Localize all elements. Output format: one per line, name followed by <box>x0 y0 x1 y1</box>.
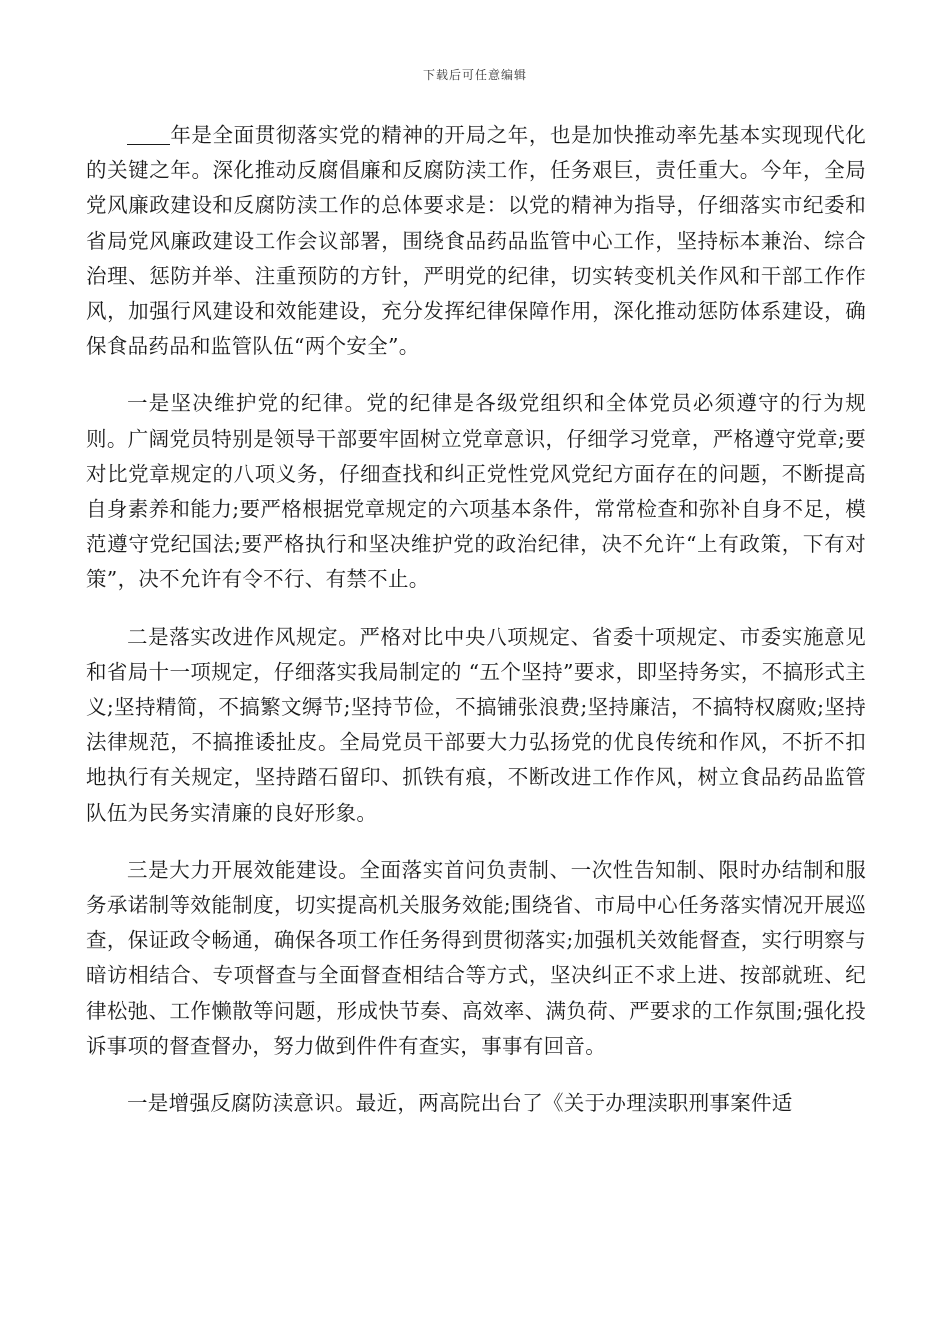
paragraph-intro <box>86 118 866 364</box>
paragraph-intro-text: 年是全面贯彻落实党的精神的开局之年，也是加快推动率先基本实现现代化的关键之年。深化推动反腐倡廉和反腐防渎工作，任务艰巨，责任重大。今年，全局党风廉政建设和反腐防渎工作的总体要求是：以党的精神为指导，仔细落实市纪委和省局党风廉政建设工作会议部署，围绕食品药品监管中心工作，坚持标本兼治、综合治理、惩防并举、注重预防的方针，严明党的纪律，切实转变机关作风和干部工作作风，加强行风建设和效能建设，充分发挥纪律保障作用，深化推动惩防体系建设，确保食品药品和监管队伍“两个安全”。 <box>86 123 866 359</box>
paragraph-point-1: 一是坚决维护党的纪律。党的纪律是各级党组织和全体党员必须遵守的行为规则。广阔党员特别是领导干部要牢固树立党章意识，仔细学习党章，严格遵守党章;要对比党章规定的八项义务，仔细查找和纠正党性党风党纪方面存在的问题，不断提高自身素养和能力;要严格根据党章规定的六项基本条件，常常检查和弥补自身不足，模范遵守党纪国法;要严格执行和坚决维护党的政治纪律，决不允许“上有政策，下有对策”，决不允许有令不行、有禁不止。 <box>86 391 866 592</box>
page-header: 下载后可任意编辑 <box>422 68 527 82</box>
document-body <box>86 118 866 1121</box>
paragraph-point-2: 二是落实改进作风规定。严格对比中央八项规定、省委十项规定、市委实施意见和省局十一项规定，仔细落实我局制定的 “五个坚持”要求，即坚持务实，不搞形式主义;坚持精简，不搞繁文缛节;坚持节俭，不搞铺张浪费;坚持廉洁，不搞特权腐败;坚持法律规范，不搞推诿扯皮。全局党员干部要大力弘扬党的优良传统和作风，不折不扣地执行有关规定，坚持踏石留印、抓铁有痕，不断改进工作作风，树立食品药品监管队伍为民务实清廉的良好形象。 <box>86 624 866 825</box>
paragraph-point-3: 三是大力开展效能建设。全面落实首问负责制、一次性告知制、限时办结制和服务承诺制等效能制度，切实提高机关服务效能;围绕省、市局中心任务落实情况开展巡查，保证政令畅通，确保各项工作任务得到贯彻落实;加强机关效能督查，实行明察与暗访相结合、专项督查与全面督查相结合等方式，坚决纠正不求上进、按部就班、纪律松弛、工作懒散等问题，形成快节奏、高效率、满负荷、严要求的工作氛围;强化投诉事项的督查督办，努力做到件件有查实，事事有回音。 <box>86 857 866 1058</box>
fill-in-blank <box>127 124 170 146</box>
paragraph-point-4: 一是增强反腐防渎意识。最近，两高院出台了《关于办理渎职刑事案件适 <box>127 1091 793 1116</box>
